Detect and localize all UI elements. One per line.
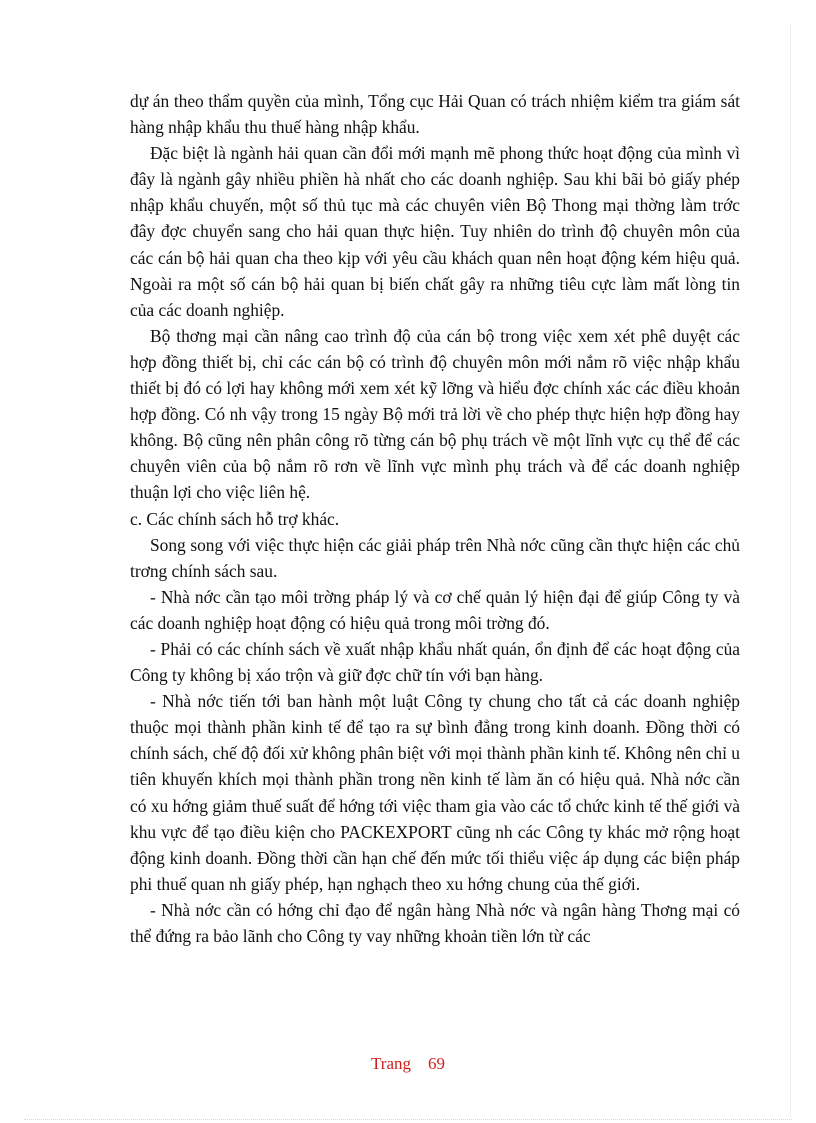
- list-item-legal-environment: - Nhà nớc cần tạo môi trờng pháp lý và cơ chế quản lý hiện đại để giúp Công ty và các doanh nghiệp hoạt động có hiệu quả trong môi trờng đó.: [130, 586, 740, 633]
- page-number: Trang 69: [371, 1054, 445, 1073]
- list-item-import-export-policy: - Phải có các chính sách về xuất nhập khẩu nhất quán, ổn định để các hoạt động của Công ty không bị xáo trộn và giữ đợc chữ tín với bạn hàng.: [130, 638, 740, 686]
- page-edge-rule: [790, 24, 791, 1117]
- paragraph-customs-reform: Đặc biệt là ngành hải quan cần đổi mới mạnh mẽ phong thức hoạt động của mình vì đây là ngành gây nhiều phiền hà nhất cho các doanh nghiệp. Sau khi bãi bỏ giấy phép nhập khẩu chuyến, một số thủ tục mà các chuyên viên Bộ Thong mại thờng làm trớc đây đợc chuyển sang cho hải quan thực hiện. Tuy nhiên do trình độ chuyên môn của các cán bộ hải quan cha theo kịp với yêu cầu khách quan nên hoạt động kém hiệu quả. Ngoài ra một số cán bộ hải quan bị biến chất gây ra những tiêu cực làm mất lòng tin của các doanh nghiệp.: [130, 143, 740, 320]
- page-footer-rule: [24, 1119, 792, 1120]
- paragraph-policy-intro: Song song với việc thực hiện các giải pháp trên Nhà nớc cũng cần thực hiện các chủ trơng chính sách sau.: [130, 534, 740, 581]
- list-item-company-law: - Nhà nớc tiến tới ban hành một luật Công ty chung cho tất cả các doanh nghiệp thuộc mọi thành phần kinh tế để tạo ra sự bình đẳng trong kinh doanh. Đồng thời có chính sách, chế độ đối xử không phân biệt với mọi thành phần kinh tế. Không nên chỉ u tiên khuyến khích mọi thành phần trong nền kinh tế làm ăn có hiệu quả. Nhà nớc cần có xu hớng giảm thuế suất để hớng tới việc tham gia vào các tổ chức kinh tế thế giới và khu vực để tạo điều kiện cho PACKEXPORT cũng nh các Công ty khác mở rộng hoạt động kinh doanh. Đồng thời cần hạn chế đến mức tối thiểu việc áp dụng các biện pháp phi thuế quan nh giấy phép, hạn nghạch theo xu hớng chung của thế giới.: [130, 691, 740, 894]
- paragraph-continuation: dự án theo thẩm quyền của mình, Tổng cục Hải Quan có trách nhiệm kiểm tra giám sát hàng nhập khẩu thu thuế hàng nhập khẩu.: [130, 91, 740, 138]
- section-heading-other-policies: c. Các chính sách hỗ trợ khác.: [130, 508, 340, 529]
- list-item-bank-guarantee: - Nhà nớc cần có hớng chỉ đạo để ngân hàng Nhà nớc và ngân hàng Thơng mại có thể đứng ra bảo lãnh cho Công ty vay những khoản tiền lớn từ các: [130, 899, 740, 946]
- paragraph-ministry-of-trade: Bộ thơng mại cần nâng cao trình độ của cán bộ trong việc xem xét phê duyệt các hợp đồng thiết bị, chỉ các cán bộ có trình độ chuyên môn mới nắm rõ việc nhập khẩu thiết bị đó có lợi hay không mới xem xét kỹ lỡng và hiểu đợc chính xác các điều khoản hợp đồng. Có nh vậy trong 15 ngày Bộ mới trả lời về cho phép thực hiện hợp đồng hay không. Bộ cũng nên phân công rõ từng cán bộ phụ trách về một lĩnh vực cụ thể để các chuyên viên của bộ nắm rõ rơn về lĩnh vực mình phụ trách và để các doanh nghiệp thuận lợi cho việc liên hệ.: [130, 325, 740, 503]
- document-body: [130, 88, 740, 949]
